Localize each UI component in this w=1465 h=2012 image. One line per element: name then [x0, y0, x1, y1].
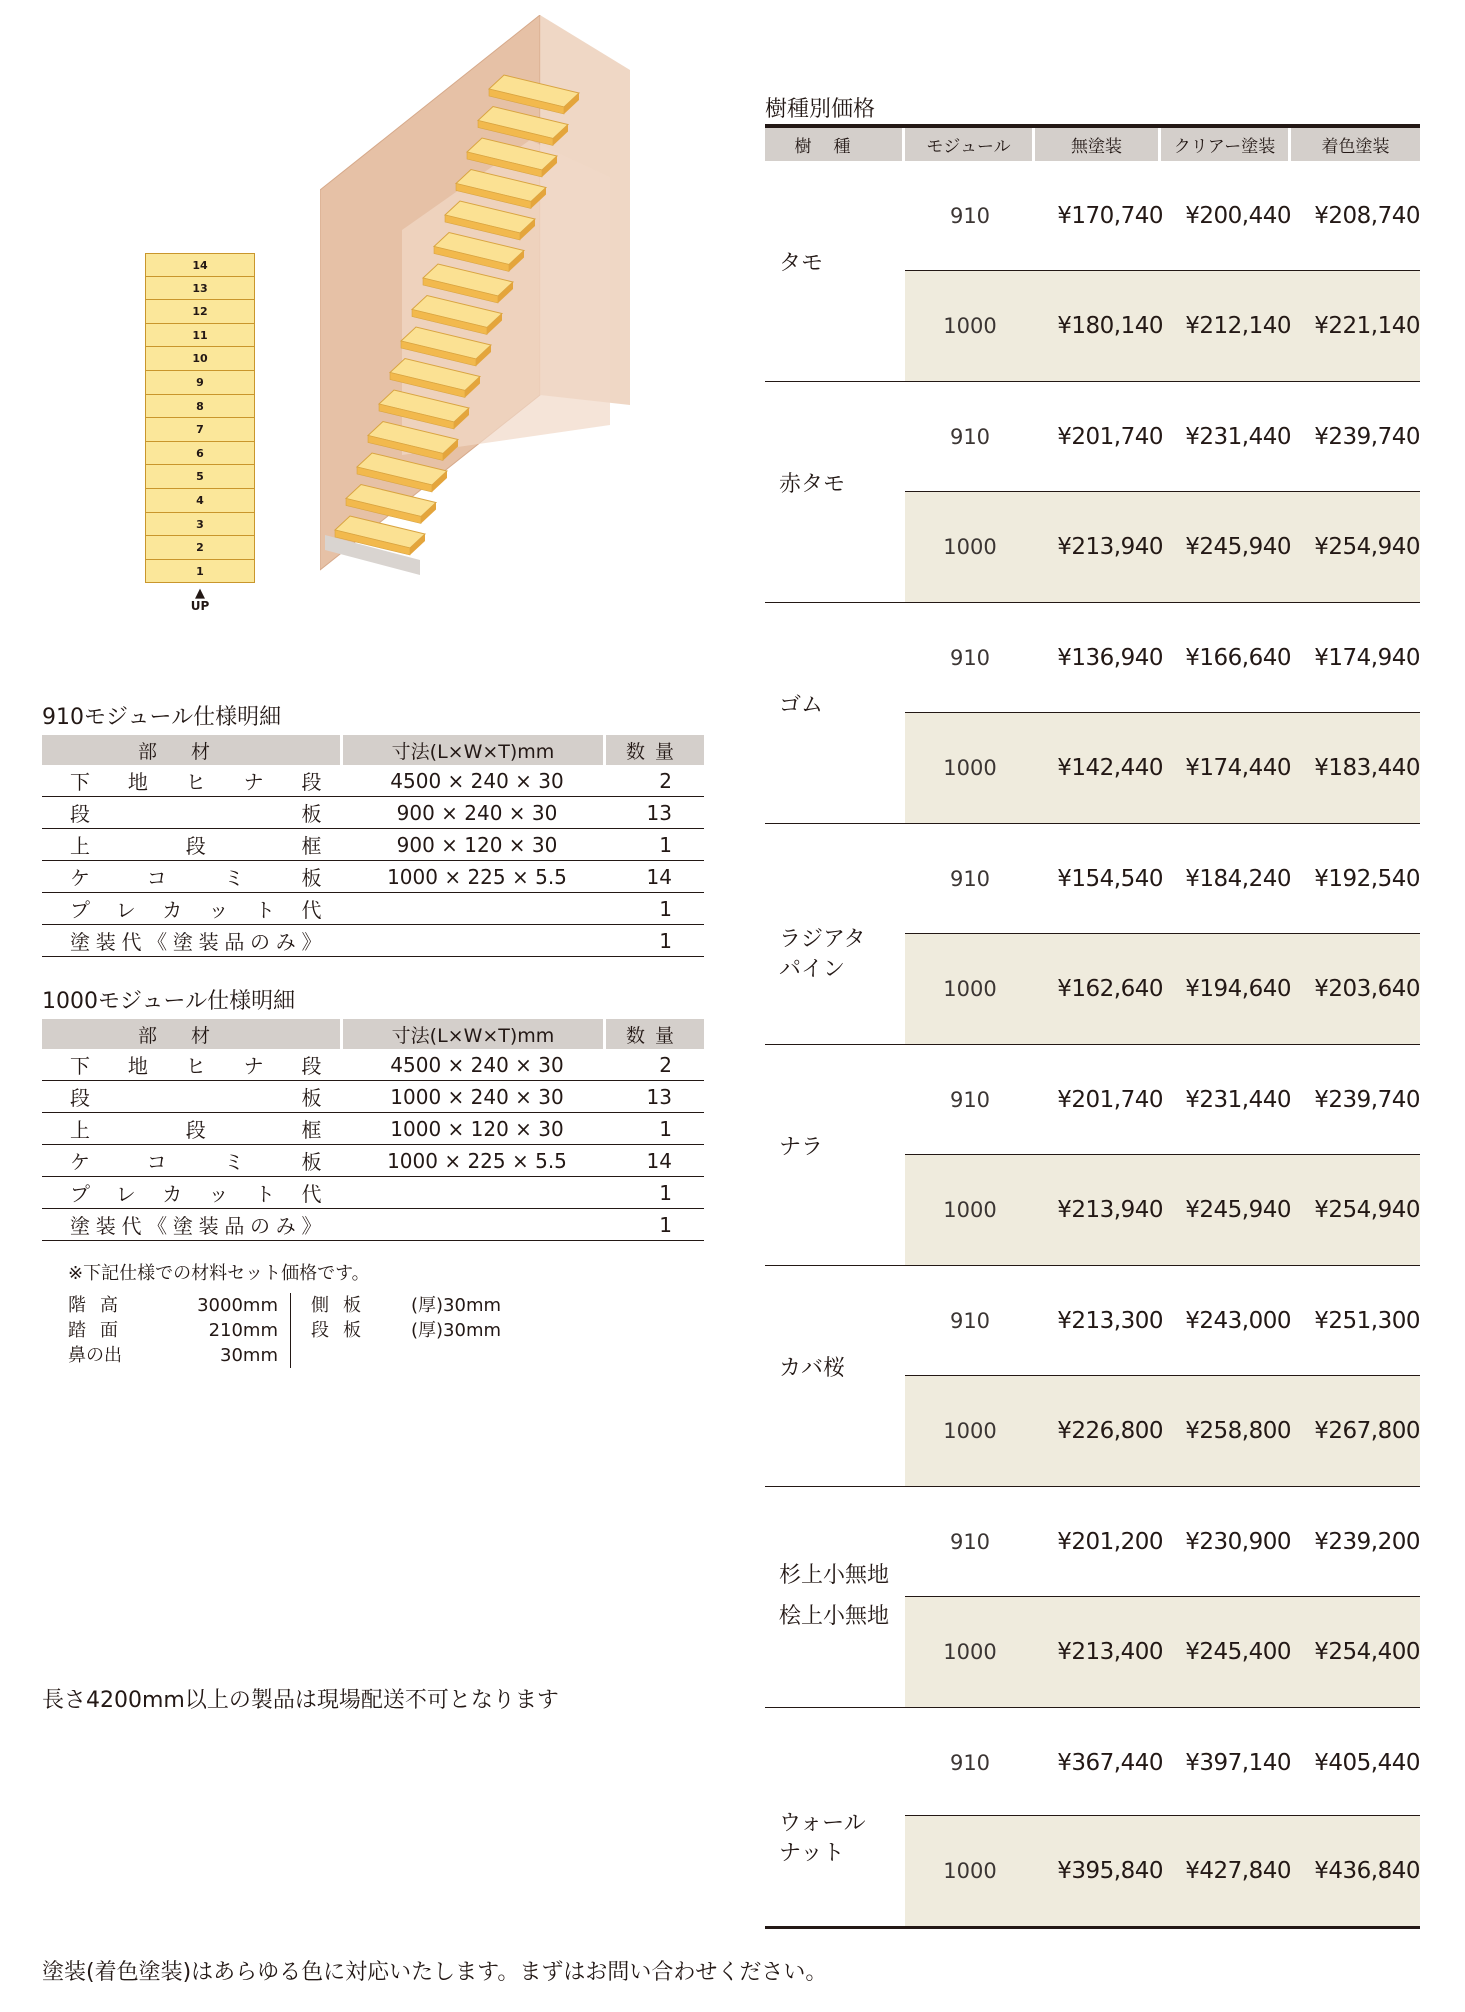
price-row	[905, 603, 1420, 713]
price-value: ¥142,440	[1057, 755, 1163, 781]
spec-row	[42, 1113, 704, 1145]
module-value: 1000	[943, 756, 997, 780]
module-value: 910	[949, 867, 991, 891]
price-value: ¥436,840	[1314, 1858, 1420, 1884]
price-value: ¥213,940	[1057, 1197, 1163, 1223]
spec-dimension	[342, 925, 605, 957]
note-value: 30mm	[220, 1345, 278, 1366]
spec-part-name: プレカット代	[42, 1177, 342, 1209]
spec-quantity: 1	[605, 925, 705, 957]
price-value: ¥254,940	[1314, 1197, 1420, 1223]
price-table-body	[765, 161, 1420, 1929]
price-row	[905, 1154, 1420, 1265]
module-value: 910	[949, 1309, 991, 1333]
price-value: ¥267,800	[1314, 1418, 1420, 1444]
note-value: (厚)30mm	[411, 1320, 502, 1341]
spec-dimension: 1000 × 240 × 30	[342, 1081, 605, 1113]
spec-quantity: 2	[605, 765, 705, 797]
plan-step: 3	[145, 513, 255, 537]
spec-dimension: 1000 × 225 × 5.5	[342, 861, 605, 893]
wood-group	[765, 824, 1420, 1045]
spec-part-name: ケコミ板	[42, 1145, 342, 1177]
spec-dimension	[342, 1177, 605, 1209]
spec-part-name: 塗装代《塗装品のみ》	[42, 1209, 342, 1241]
note-value: 210mm	[208, 1320, 278, 1341]
plan-step: 7	[145, 418, 255, 442]
spec-notes	[68, 1259, 501, 1368]
price-value: ¥395,840	[1057, 1858, 1163, 1884]
module-value: 910	[949, 1088, 991, 1112]
price-value: ¥170,740	[1057, 203, 1163, 229]
spec-part-name: プレカット代	[42, 893, 342, 925]
spec-row	[42, 1049, 704, 1081]
price-value: ¥201,200	[1057, 1529, 1163, 1555]
plan-step: 1	[145, 560, 255, 584]
spec-part-name: 段板	[42, 797, 342, 829]
price-value: ¥212,140	[1185, 313, 1291, 339]
spec-row	[42, 1177, 704, 1209]
wood-name: ゴム	[779, 693, 824, 718]
plan-step: 2	[145, 536, 255, 560]
price-value: ¥239,740	[1314, 1087, 1420, 1113]
price-value: ¥184,240	[1185, 866, 1291, 892]
spec-row	[42, 765, 704, 797]
price-value: ¥245,400	[1185, 1639, 1291, 1665]
price-row	[905, 1596, 1420, 1707]
price-value: ¥254,940	[1314, 534, 1420, 560]
price-value: ¥245,940	[1185, 534, 1291, 560]
spec910-header-part: 部材	[42, 735, 342, 765]
price-row	[905, 491, 1420, 602]
price-row	[905, 1266, 1420, 1376]
plan-step: 14	[145, 253, 255, 277]
module-value: 1000	[943, 977, 997, 1001]
price-value: ¥254,400	[1314, 1639, 1420, 1665]
note-value: (厚)30mm	[411, 1295, 502, 1316]
price-value: ¥231,440	[1185, 1087, 1291, 1113]
spec-row	[42, 925, 704, 957]
price-value: ¥251,300	[1314, 1308, 1420, 1334]
price-value: ¥397,140	[1185, 1750, 1291, 1776]
price-value: ¥203,640	[1314, 976, 1420, 1002]
price-value: ¥367,440	[1057, 1750, 1163, 1776]
wood-group	[765, 1708, 1420, 1929]
stair-illustration	[320, 15, 650, 590]
wood-name: ラジアタ パイン	[779, 927, 866, 982]
price-value: ¥213,400	[1057, 1639, 1163, 1665]
price-row	[905, 161, 1420, 271]
note-label: 鼻の出	[68, 1345, 122, 1366]
wood-group	[765, 1045, 1420, 1266]
module-value: 910	[949, 204, 991, 228]
plan-steps	[145, 253, 255, 583]
price-value: ¥201,740	[1057, 1087, 1163, 1113]
price-value: ¥166,640	[1185, 645, 1291, 671]
wood-group	[765, 382, 1420, 603]
spec-dimension: 1000 × 225 × 5.5	[342, 1145, 605, 1177]
price-row	[905, 712, 1420, 823]
spec910-header-qty: 数量	[605, 735, 705, 765]
spec1000-table	[42, 1019, 704, 1241]
spec1000-header-dim: 寸法(L×W×T)mm	[342, 1019, 605, 1049]
price-row	[905, 1375, 1420, 1486]
module-value: 1000	[943, 1419, 997, 1443]
spec-quantity: 1	[605, 1209, 705, 1241]
wood-name: カバ桜	[779, 1356, 846, 1381]
price-value: ¥239,740	[1314, 424, 1420, 450]
price-value: ¥192,540	[1314, 866, 1420, 892]
plan-step: 9	[145, 371, 255, 395]
wood-name: タモ	[779, 251, 824, 276]
note-row	[68, 1343, 278, 1368]
plan-step: 6	[145, 442, 255, 466]
price-row	[905, 1045, 1420, 1155]
up-arrow-icon: ▲	[195, 586, 205, 602]
plan-step: 11	[145, 324, 255, 348]
plan-step: 4	[145, 489, 255, 513]
note-row	[311, 1318, 501, 1343]
spec-quantity: 1	[605, 829, 705, 861]
up-label: UP	[190, 599, 210, 614]
spec910-header-dim: 寸法(L×W×T)mm	[342, 735, 605, 765]
header-clear: クリアー塗装	[1161, 128, 1291, 161]
spec-row	[42, 861, 704, 893]
wood-name: ウォール ナット	[779, 1811, 866, 1866]
price-value: ¥427,840	[1185, 1858, 1291, 1884]
module-value: 1000	[943, 535, 997, 559]
spec-dimension: 900 × 120 × 30	[342, 829, 605, 861]
spec1000-header-part: 部材	[42, 1019, 342, 1049]
spec-dimension	[342, 893, 605, 925]
price-value: ¥239,200	[1314, 1529, 1420, 1555]
spec-row	[42, 797, 704, 829]
header-wood: 樹種	[765, 128, 905, 161]
up-indicator	[145, 587, 255, 613]
price-value: ¥231,440	[1185, 424, 1291, 450]
price-value: ¥208,740	[1314, 203, 1420, 229]
plan-step: 5	[145, 465, 255, 489]
notes-intro: ※下記仕様での材料セット価格です。	[68, 1263, 370, 1284]
spec-dimension	[342, 1209, 605, 1241]
price-value: ¥230,900	[1185, 1529, 1291, 1555]
price-value: ¥221,140	[1314, 313, 1420, 339]
spec-part-name: 上段框	[42, 1113, 342, 1145]
price-value: ¥243,000	[1185, 1308, 1291, 1334]
wood-name: 杉上小無地 桧上小無地	[779, 1563, 890, 1629]
price-value: ¥174,440	[1185, 755, 1291, 781]
spec910-table	[42, 735, 704, 957]
spec-part-name: 塗装代《塗装品のみ》	[42, 925, 342, 957]
wood-group	[765, 1487, 1420, 1708]
plan-step: 8	[145, 395, 255, 419]
note-label: 側板	[311, 1295, 375, 1316]
spec-quantity: 13	[605, 797, 705, 829]
spec1000-header-qty: 数量	[605, 1019, 705, 1049]
note-label: 階高	[68, 1295, 132, 1316]
spec-row	[42, 1209, 704, 1241]
price-value: ¥201,740	[1057, 424, 1163, 450]
price-value: ¥154,540	[1057, 866, 1163, 892]
price-value: ¥200,440	[1185, 203, 1291, 229]
price-value: ¥194,640	[1185, 976, 1291, 1002]
spec-quantity: 13	[605, 1081, 705, 1113]
spec-part-name: 下地ヒナ段	[42, 1049, 342, 1081]
delivery-notice: 長さ4200mm以上の製品は現場配送不可となります	[42, 1688, 559, 1713]
price-row	[905, 933, 1420, 1044]
price-value: ¥245,940	[1185, 1197, 1291, 1223]
price-value: ¥174,940	[1314, 645, 1420, 671]
stair-plan	[145, 253, 255, 613]
spec-quantity: 14	[605, 861, 705, 893]
note-value: 3000mm	[197, 1295, 278, 1316]
spec1000-title: 1000モジュール仕様明細	[42, 989, 296, 1014]
module-value: 910	[949, 646, 991, 670]
notes-left	[68, 1293, 291, 1368]
module-value: 1000	[943, 314, 997, 338]
spec-quantity: 1	[605, 1113, 705, 1145]
spec-part-name: 下地ヒナ段	[42, 765, 342, 797]
header-colored: 着色塗装	[1321, 137, 1390, 157]
wood-group	[765, 161, 1420, 382]
plan-step: 13	[145, 277, 255, 301]
module-value: 910	[949, 1530, 991, 1554]
module-value: 910	[949, 425, 991, 449]
plan-step: 10	[145, 347, 255, 371]
spec-dimension: 4500 × 240 × 30	[342, 765, 605, 797]
price-value: ¥226,800	[1057, 1418, 1163, 1444]
spec-quantity: 1	[605, 893, 705, 925]
price-row	[905, 1708, 1420, 1818]
spec-row	[42, 829, 704, 861]
note-row	[311, 1293, 501, 1318]
wood-name: ナラ	[779, 1135, 824, 1160]
wood-group	[765, 1266, 1420, 1487]
price-value: ¥136,940	[1057, 645, 1163, 671]
module-value: 1000	[943, 1198, 997, 1222]
price-row	[905, 824, 1420, 934]
spec-dimension: 900 × 240 × 30	[342, 797, 605, 829]
header-unpainted: 無塗装	[1035, 128, 1161, 161]
spec-row	[42, 1081, 704, 1113]
spec-row	[42, 1145, 704, 1177]
price-table-title: 樹種別価格	[765, 97, 876, 122]
note-label: 踏面	[68, 1320, 132, 1341]
price-row	[905, 382, 1420, 492]
price-value: ¥405,440	[1314, 1750, 1420, 1776]
spec-dimension: 4500 × 240 × 30	[342, 1049, 605, 1081]
header-module: モジュール	[905, 128, 1035, 161]
spec-quantity: 2	[605, 1049, 705, 1081]
plan-step: 12	[145, 300, 255, 324]
price-row	[905, 1815, 1420, 1926]
spec-part-name: ケコミ板	[42, 861, 342, 893]
spec910-title: 910モジュール仕様明細	[42, 705, 282, 730]
price-value: ¥213,300	[1057, 1308, 1163, 1334]
price-value: ¥162,640	[1057, 976, 1163, 1002]
price-value: ¥258,800	[1185, 1418, 1291, 1444]
note-row	[68, 1293, 278, 1318]
footer-note: 塗装(着色塗装)はあらゆる色に対応いたします。まずはお問い合わせください。	[42, 1960, 828, 1985]
price-row	[905, 1487, 1420, 1597]
wood-group	[765, 603, 1420, 824]
spec-quantity: 14	[605, 1145, 705, 1177]
module-value: 910	[949, 1751, 991, 1775]
spec-quantity: 1	[605, 1177, 705, 1209]
note-row	[68, 1318, 278, 1343]
spec-row	[42, 893, 704, 925]
price-value: ¥183,440	[1314, 755, 1420, 781]
note-label: 段板	[311, 1320, 375, 1341]
spec-part-name: 上段框	[42, 829, 342, 861]
price-value: ¥213,940	[1057, 534, 1163, 560]
spec-part-name: 段板	[42, 1081, 342, 1113]
price-value: ¥180,140	[1057, 313, 1163, 339]
price-row	[905, 270, 1420, 381]
spec-dimension: 1000 × 120 × 30	[342, 1113, 605, 1145]
module-value: 1000	[943, 1859, 997, 1883]
price-table-header	[765, 124, 1420, 161]
notes-right	[291, 1293, 501, 1368]
wood-name: 赤タモ	[779, 472, 846, 497]
module-value: 1000	[943, 1640, 997, 1664]
